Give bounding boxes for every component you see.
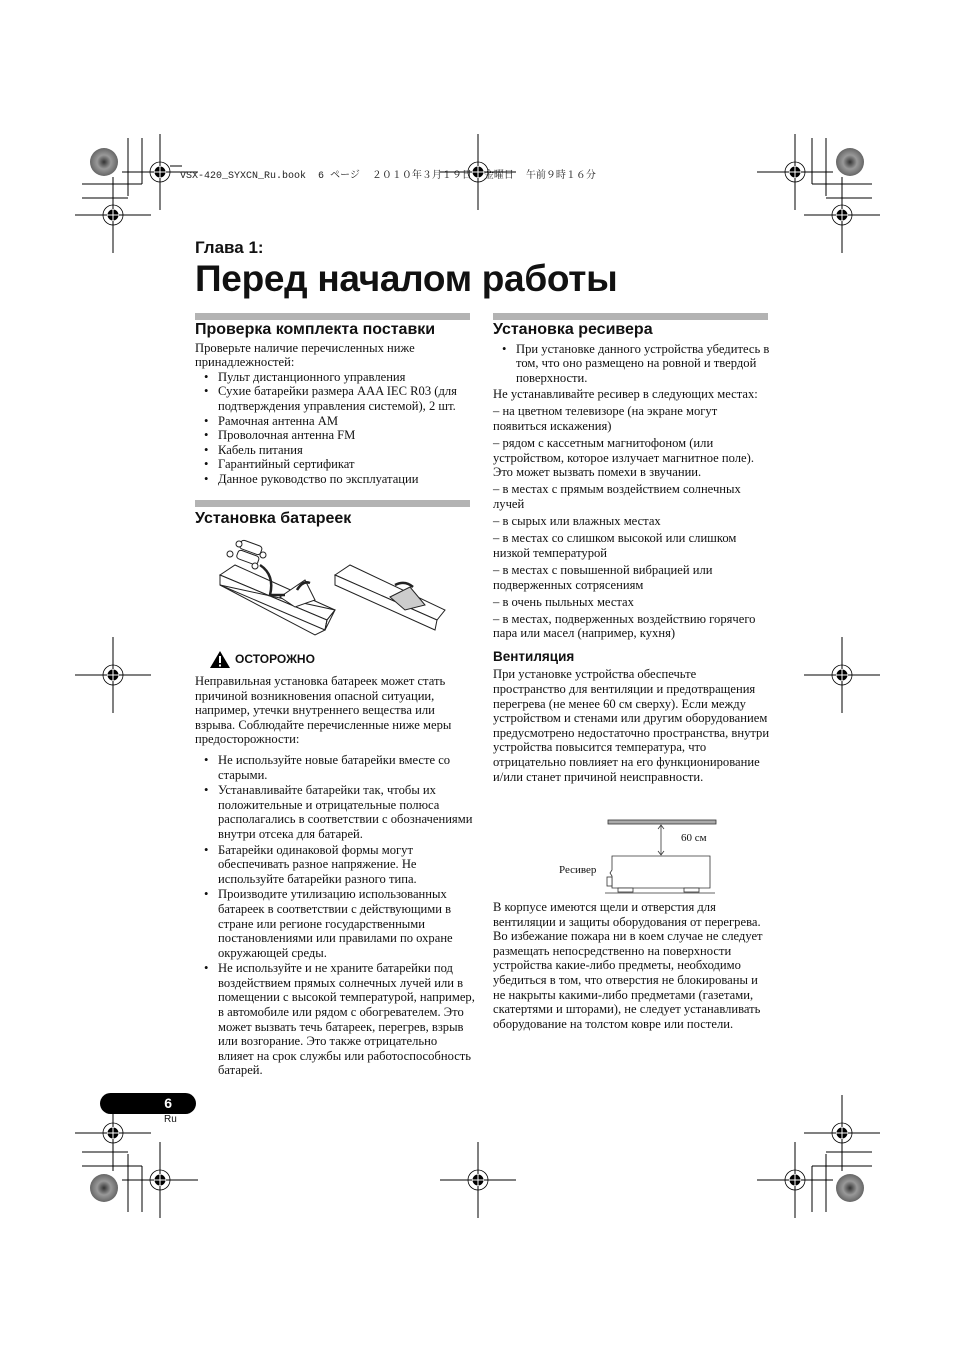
list-item: • Производите утилизацию использованных батареек в соответствии с действующими в стране или регионе государственными постановлениями или правилами по охране окружающей среды. — [195, 887, 475, 960]
section-battery-caution — [195, 650, 475, 1078]
list-item: • Сухие батарейки размера AAA IEC R03 (для подтверждения управления системой), 2 шт. — [195, 384, 475, 413]
section-heading: Проверка комплекта поставки — [195, 321, 436, 338]
chapter-label: Глава 1: — [195, 238, 264, 257]
crosshair-icon — [75, 637, 151, 713]
section-divider — [195, 313, 470, 320]
caution-paragraph: Неправильная установка батареек может стать причиной возникновения опасной ситуации, например, утечки внутреннего вещества или взрыва. Соблюдайте перечисленные ниже меры предосторожности: — [195, 674, 452, 747]
list-item: • Данное руководство по эксплуатации — [195, 472, 475, 487]
crosshair-icon — [804, 1095, 880, 1171]
crosshair-icon — [122, 1142, 198, 1218]
paragraph: В корпусе имеются щели и отверстия для вентиляции и защиты оборудования от перегрева. Во избежание пожара ни в коем случае не следует размещать непосредственно на поверхности устройства какие-либо предметы, необходимо убедиться в том, что отверстия не блокированы и не накрыты какими-либо предметами (газетами, скатертями и шторами), не следует устанавливать оборудование на толстом ковре или постели. — [493, 900, 763, 1031]
list-item: • Устанавливайте батарейки так, чтобы их положительные и отрицательные полюса располагались в соответствии с обозначениями внутри отсека для батарей. — [195, 783, 475, 841]
caution-label: ОСТОРОЖНО — [235, 652, 315, 667]
list-item: • Рамочная антенна AM — [195, 414, 475, 429]
crosshair-icon — [804, 177, 880, 253]
section-heading: Установка батареек — [195, 510, 352, 527]
paragraph: При установке устройства обеспечьте пространство для вентиляции и предотвращения перегрева (не менее 60 см сверху). Если между устройством и стенами или другим оборудованием предусмотрено недостаточно пространства, внутри устройства повысится температура, что отрицательно повлияет на его функционирование и/или станет причиной неисправности. — [493, 667, 770, 784]
ventilation-paragraph-2 — [493, 900, 771, 1031]
places-list — [493, 404, 771, 640]
paragraph: Не устанавливайте ресивер в следующих местах: — [493, 387, 758, 402]
list-item: • При установке данного устройства убедитесь в том, что оно размещено на ровной и твердой поверхности. — [493, 342, 771, 386]
crosshair-icon — [804, 637, 880, 713]
list-item: • Пульт дистанционного управления — [195, 370, 475, 385]
book-file-info: VSX-420_SYXCN_Ru.book 6 ページ ２０１０年３月１９日 金曜日 午前９時１６分 — [180, 171, 596, 182]
battery-installation-illustration — [215, 535, 455, 640]
crosshair-icon — [440, 1142, 516, 1218]
list-item: • Батарейки одинаковой формы могут обеспечивать разное напряжение. Не используйте батарейки разного типа. — [195, 843, 475, 887]
crosshair-icon — [75, 177, 151, 253]
warning-icon — [209, 650, 231, 669]
list-item: – в местах со слишком высокой или слишком низкой температурой — [493, 531, 737, 560]
caution-list — [195, 753, 475, 1078]
color-target-icon — [836, 148, 864, 176]
list-item: – в очень пыльных местах — [493, 594, 634, 609]
crosshair-icon — [757, 134, 833, 210]
section-heading: Установка ресивера — [493, 321, 653, 338]
color-target-icon — [90, 148, 118, 176]
list-item: – в сырых или влажных местах — [493, 514, 661, 529]
list-item: • Не используйте и не храните батарейки под воздействием прямых солнечных лучей или в помещении с высокой температурой, например, в автомобиле или рядом с обогревателем. Это может вызвать течь батареек, перегрев, взрыв или возгорание. Это также отрицательно влияет на срок службы или работоспособность батарей. — [195, 961, 475, 1078]
accessories-list — [195, 370, 475, 487]
color-target-icon — [90, 1174, 118, 1202]
list-item: • Не используйте новые батарейки вместе со старыми. — [195, 753, 475, 782]
list-item: • Гарантийный сертификат — [195, 457, 475, 472]
list-item: – в местах с повышенной вибрацией или подверженных сотрясениям — [493, 562, 713, 592]
list-item: • Проволочная антенна FM — [195, 428, 475, 443]
color-target-icon — [836, 1174, 864, 1202]
distance-label: 60 см — [681, 832, 707, 844]
page-title: Перед началом работы — [195, 258, 618, 299]
language-code: Ru — [164, 1114, 177, 1125]
list-item: – в местах с прямым воздействием солнечных лучей — [493, 482, 741, 512]
section-install-receiver — [493, 323, 771, 784]
list-item: • Кабель питания — [195, 443, 475, 458]
receiver-label: Ресивер — [559, 864, 597, 876]
section-check-contents — [195, 323, 475, 487]
subsection-heading: Вентиляция — [493, 648, 575, 664]
ventilation-diagram — [550, 810, 730, 900]
crosshair-icon — [757, 1142, 833, 1218]
section-divider — [195, 500, 470, 507]
paragraph: Проверьте наличие перечисленных ниже принадлежностей: — [195, 340, 415, 370]
list-item: – рядом с кассетным магнитофоном (или устройством, которое излучает магнитное поле). Это может вызвать помехи в звучании. — [493, 436, 754, 480]
list-item: – в местах, подверженных воздействию горячего пара или масел (например, кухня) — [493, 611, 756, 641]
list-item: – на цветном телевизоре (на экране могут появиться искажения) — [493, 404, 718, 434]
page-number: 6 — [100, 1093, 196, 1114]
section-divider — [493, 313, 768, 320]
